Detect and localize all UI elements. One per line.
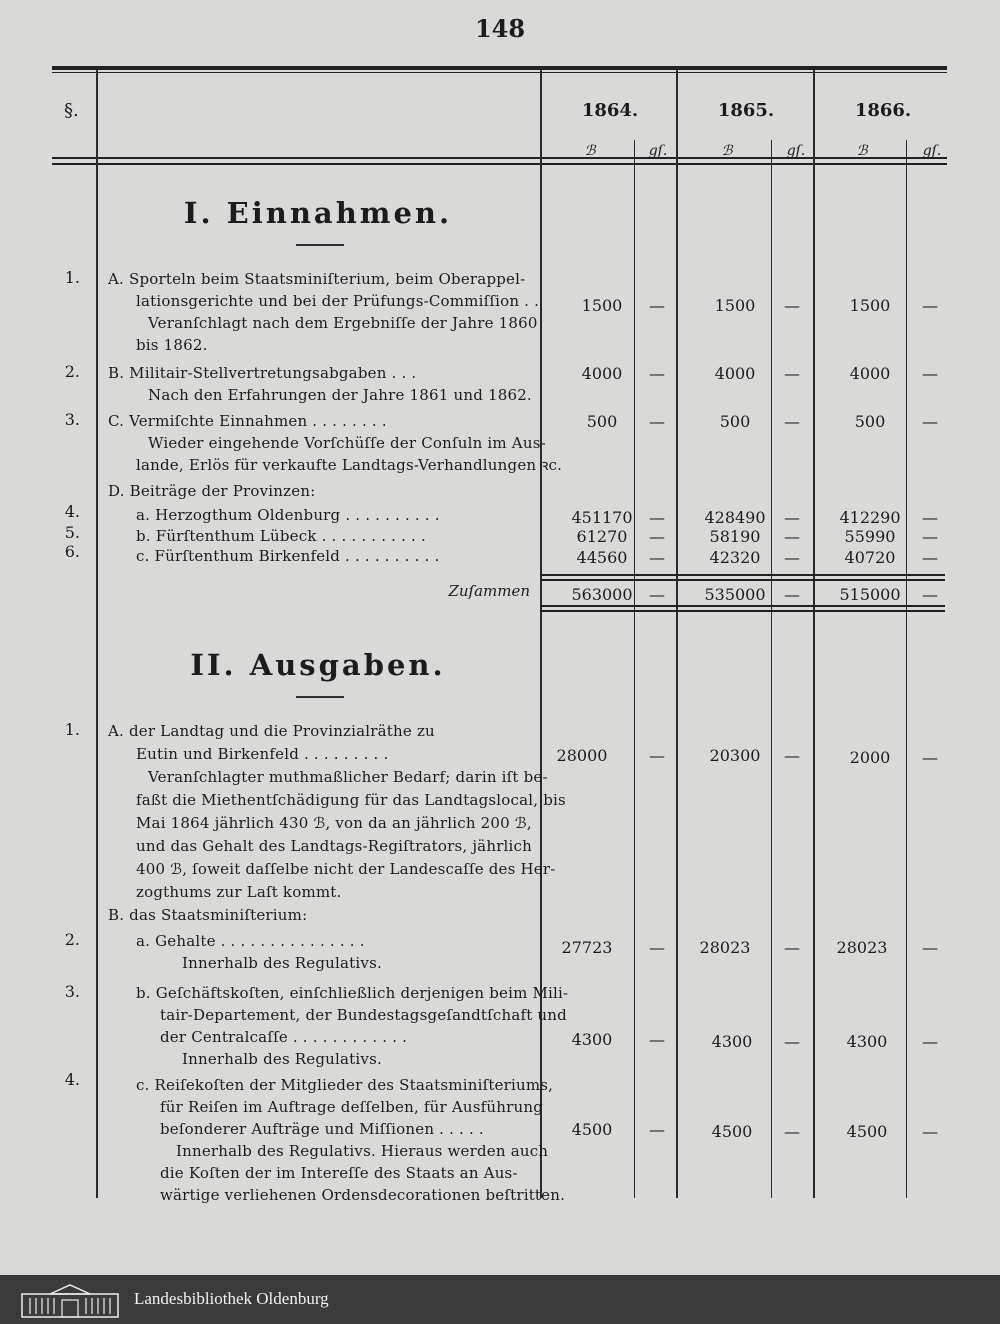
income-total-1866-gr: — xyxy=(922,585,938,604)
expense-row-2-1864: 27723 xyxy=(561,938,613,957)
expense-row-4-1866-gr: — xyxy=(922,1122,938,1141)
income-row-3-1866-gr: — xyxy=(922,412,938,431)
income-row-4-number: 4. xyxy=(64,502,80,521)
income-row-1-number: 1. xyxy=(64,268,80,287)
expense-row-3-1865-gr: — xyxy=(784,1032,800,1051)
expense-row-3-text: b. Geſchäftskoſten, einſchließlich derjenigen beim Mili- tair-Departement, der Bundestagsgeſandtſchaft und der Centralcaſſe . . . . . . . . . . . . Innerhalb des Regulativs. xyxy=(136,984,569,1068)
income-row-4-1866: 412290 xyxy=(839,508,901,527)
income-row-1-1865-gr: — xyxy=(784,296,800,315)
income-row-2-text: B. Militair-Stellvertretungsabgaben . . . Nach den Erfahrungen der Jahre 1861 und 1862. xyxy=(108,364,532,404)
income-total-1864: 563000 xyxy=(571,585,633,604)
expense-row-2-1866: 28023 xyxy=(836,938,888,957)
income-row-3-text: C. Vermiſchte Einnahmen . . . . . . . . Wieder eingehende Vorſchüſſe der Conſuln im Aus- lande, Erlös für verkaufte Landtags-Verhandlungen ꝛc. xyxy=(108,412,563,474)
income-row-5-1865: 58190 xyxy=(709,527,761,546)
income-row-6-1864: 44560 xyxy=(576,548,628,567)
expense-row-2-1864-gr: — xyxy=(649,938,665,957)
income-total-label: Zuſammen xyxy=(448,582,530,600)
expense-row-4-1864-gr: — xyxy=(649,1120,665,1139)
expense-row-2-text: a. Gehalte . . . . . . . . . . . . . . . Innerhalb des Regulativs. xyxy=(136,932,382,972)
expense-row-1-1866: 2000 xyxy=(849,748,891,767)
expense-row-1-1865-gr: — xyxy=(784,746,800,765)
income-row-5-text: b. Fürſtenthum Lübeck . . . . . . . . . . . xyxy=(136,527,426,545)
income-row-6-1865: 42320 xyxy=(709,548,761,567)
expense-row-4-1865: 4500 xyxy=(711,1122,753,1141)
expense-row-2-1865: 28023 xyxy=(699,938,751,957)
income-row-3-1865: 500 xyxy=(719,412,751,431)
expense-row-1-1864: 28000 xyxy=(556,746,608,765)
income-row-4-1865: 428490 xyxy=(704,508,766,527)
income-row-5-1864: 61270 xyxy=(576,527,628,546)
income-row-5-number: 5. xyxy=(64,523,80,542)
income-total-1865-gr: — xyxy=(784,585,800,604)
expense-row-3-1866-gr: — xyxy=(922,1032,938,1051)
expense-row-4-text: c. Reiſekoſten der Mitglieder des Staatsminiſteriums, für Reiſen im Auftrage deſſelben, für Ausführung beſonderer Aufträge und Miſſionen . . . . . Innerhalb des Regulativs. Hieraus werden auch die Koſten der im Intereſſe des Staats an Aus- wärtige verliehenen Ordensdecorationen beſtritten. xyxy=(136,1076,566,1204)
unit-groschen-1865: gſ. xyxy=(786,143,806,159)
expense-row-1-number: 1. xyxy=(64,720,80,739)
expense-row-2-1865-gr: — xyxy=(784,938,800,957)
income-row-3-number: 3. xyxy=(64,410,80,429)
library-building-icon xyxy=(20,1282,120,1318)
income-row-2-1864-gr: — xyxy=(649,364,665,383)
expense-row-1-1865: 20300 xyxy=(709,746,761,765)
expenses-title-rule xyxy=(296,696,344,698)
expense-row-2-number: 2. xyxy=(64,930,80,949)
income-row-5-1866: 55990 xyxy=(844,527,896,546)
col-rule-1866 xyxy=(813,70,815,1198)
income-row-1-1864-gr: — xyxy=(649,296,665,315)
unit-thaler-1866: ℬ xyxy=(856,143,868,159)
expense-row-1-1866-gr: — xyxy=(922,748,938,767)
income-row-6-text: c. Fürſtenthum Birkenfeld . . . . . . . . . . xyxy=(136,547,440,565)
income-row-1-1866: 1500 xyxy=(849,296,891,315)
income-row-2-1866: 4000 xyxy=(849,364,891,383)
expense-row-3-1864: 4300 xyxy=(571,1030,613,1049)
expense-row-3-1864-gr: — xyxy=(649,1030,665,1049)
income-row-3-1864-gr: — xyxy=(649,412,665,431)
income-row-6-1865-gr: — xyxy=(784,548,800,567)
unit-groschen-1864: gſ. xyxy=(648,143,668,159)
footer-library-name: Landesbibliothek Oldenburg xyxy=(134,1289,329,1308)
income-total-1864-gr: — xyxy=(649,585,665,604)
income-row-2-1865: 4000 xyxy=(714,364,756,383)
year-1865-header: 1865. xyxy=(717,100,775,121)
expenses-section-title: II. Ausgaben. xyxy=(190,648,446,682)
income-row-4-1864-gr: — xyxy=(649,508,665,527)
income-row-1-text: A. Sporteln beim Staatsminiſterium, beim Oberappel- lationsgerichte und bei der Prüfungs-Commiſſion . . Veranſchlagt nach dem Ergebniſſe der Jahre 1860 bis 1862. xyxy=(108,270,540,354)
col-rule-1865 xyxy=(676,70,678,1198)
expense-row-4-number: 4. xyxy=(64,1070,80,1089)
income-row-6-1864-gr: — xyxy=(649,548,665,567)
unit-thaler-1864: ℬ xyxy=(584,143,596,159)
income-row-4-1866-gr: — xyxy=(922,508,938,527)
income-row-3-1865-gr: — xyxy=(784,412,800,431)
expense-row-3-1866: 4300 xyxy=(846,1032,888,1051)
income-row-4-1865-gr: — xyxy=(784,508,800,527)
income-row-2-1866-gr: — xyxy=(922,364,938,383)
income-row-1-1864: 1500 xyxy=(581,296,623,315)
expense-row-1-text: A. der Landtag und die Provinzialräthe zu Eutin und Birkenfeld . . . . . . . . . Veranſchlagter muthmaßlicher Bedarf; darin iſt be- faßt die Miethentſchädigung für das Landtagslocal, bis Mai 1864 jährlich 430 ℬ, von da an jährlich 200 ℬ, und das Gehalt des Landtags-Regiſtrators, jährlich 400 ℬ, ſoweit daſſelbe nicht der Landescaſſe des Her- zogthums zur Laſt kommt. xyxy=(108,722,566,901)
income-title-rule xyxy=(296,244,344,246)
income-row-2-number: 2. xyxy=(64,362,80,381)
income-row-4-text: a. Herzogthum Oldenburg . . . . . . . . . . xyxy=(136,506,440,524)
income-row-5-1865-gr: — xyxy=(784,527,800,546)
expense-row-3-number: 3. xyxy=(64,982,80,1001)
expense-ministry-heading: B. das Staatsminiſterium: xyxy=(108,906,308,924)
income-row-5-1866-gr: — xyxy=(922,527,938,546)
col-rule-para xyxy=(96,70,98,1198)
income-provinces-heading: D. Beiträge der Provinzen: xyxy=(108,482,316,500)
income-row-1-1866-gr: — xyxy=(922,296,938,315)
income-total-1866: 515000 xyxy=(839,585,901,604)
year-1864-header: 1864. xyxy=(581,100,639,121)
income-total-bottom-rule-2 xyxy=(540,610,945,612)
page-number: 148 xyxy=(474,14,526,43)
income-total-bottom-rule-1 xyxy=(540,605,945,607)
income-row-2-1864: 4000 xyxy=(581,364,623,383)
income-row-2-1865-gr: — xyxy=(784,364,800,383)
income-row-6-1866-gr: — xyxy=(922,548,938,567)
expense-row-4-1866: 4500 xyxy=(846,1122,888,1141)
income-total-1865: 535000 xyxy=(704,585,766,604)
income-row-3-1864: 500 xyxy=(586,412,618,431)
income-total-rule-1 xyxy=(540,574,945,576)
expense-row-1-1864-gr: — xyxy=(649,746,665,765)
year-1866-header: 1866. xyxy=(854,100,912,121)
income-row-3-1866: 500 xyxy=(854,412,886,431)
income-row-1-1865: 1500 xyxy=(714,296,756,315)
expense-row-4-1865-gr: — xyxy=(784,1122,800,1141)
unit-groschen-1866: gſ. xyxy=(922,143,942,159)
income-row-5-1864-gr: — xyxy=(649,527,665,546)
expense-row-2-1866-gr: — xyxy=(922,938,938,957)
paragraph-header: §. xyxy=(64,100,79,121)
income-row-6-number: 6. xyxy=(64,542,80,561)
income-row-4-1864: 451170 xyxy=(571,508,633,527)
expense-row-4-1864: 4500 xyxy=(571,1120,613,1139)
expense-row-3-1865: 4300 xyxy=(711,1032,753,1051)
income-total-rule-2 xyxy=(540,579,945,581)
unit-thaler-1865: ℬ xyxy=(721,143,733,159)
income-row-6-1866: 40720 xyxy=(844,548,896,567)
income-section-title: I. Einnahmen. xyxy=(183,196,453,230)
